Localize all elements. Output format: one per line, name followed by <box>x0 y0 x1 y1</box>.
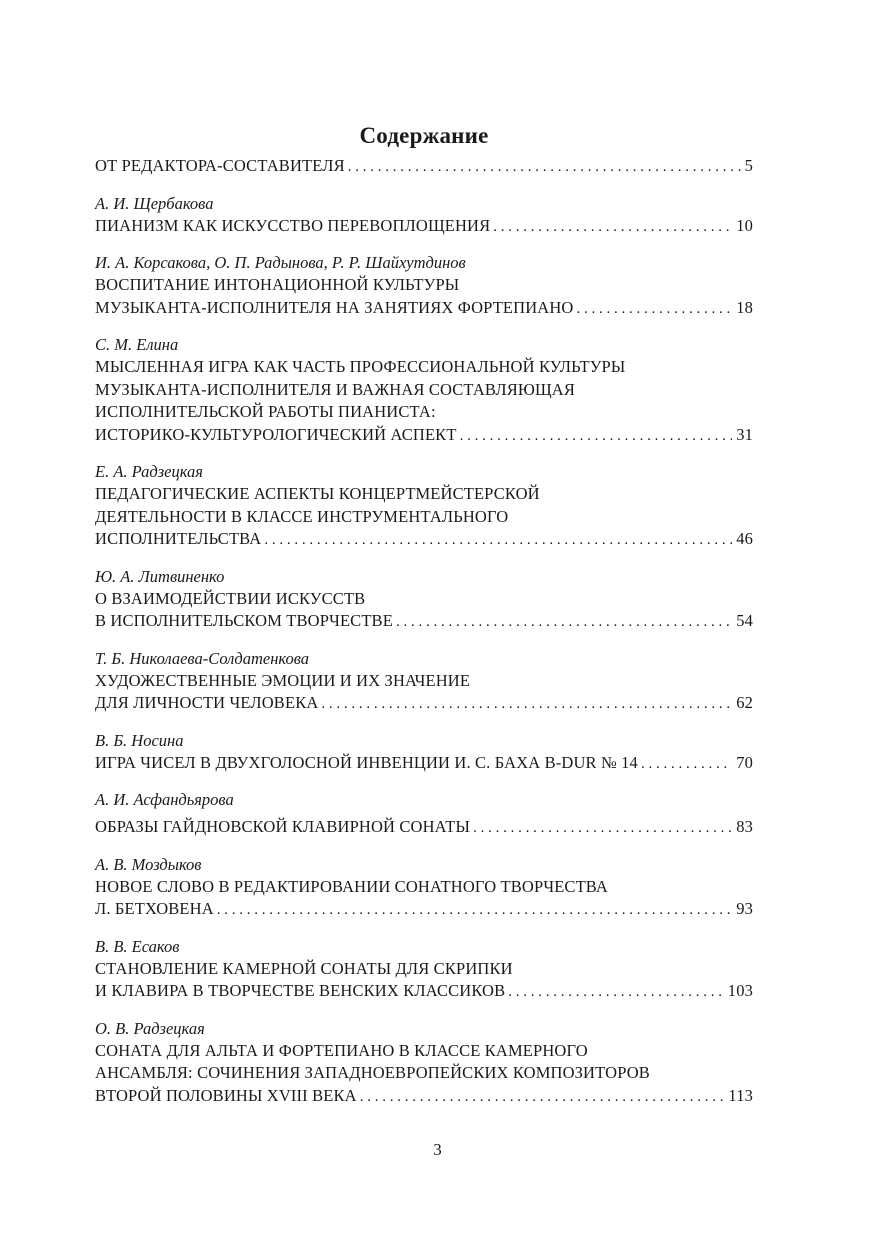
toc-entry-title: ПИАНИЗМ КАК ИСКУССТВО ПЕРЕВОПЛОЩЕНИЯ <box>95 215 491 235</box>
toc-entry-title: Л. БЕТХОВЕНА <box>95 899 214 918</box>
toc-entry-title-line: ИСПОЛНИТЕЛЬСКОЙ РАБОТЫ ПИАНИСТА: <box>95 402 436 421</box>
toc-entry-author: Ю. А. Литвиненко <box>95 566 225 586</box>
toc-entry-title-line: МУЗЫКАНТА-ИСПОЛНИТЕЛЯ И ВАЖНАЯ СОСТАВЛЯЮЩАЯ <box>95 379 576 399</box>
toc-entry-title: ОТ РЕДАКТОРА-СОСТАВИТЕЛЯ <box>95 156 345 175</box>
toc-entry[interactable] <box>95 193 753 238</box>
toc-entry-title: ДЛЯ ЛИЧНОСТИ ЧЕЛОВЕКА <box>95 693 319 712</box>
toc-entry-title-line: ВОСПИТАНИЕ ИНТОНАЦИОННОЙ КУЛЬТУРЫ <box>95 275 460 294</box>
toc-entry-title-line: ДЕЯТЕЛЬНОСТИ В КЛАССЕ ИНСТРУМЕНТАЛЬНОГО <box>95 506 509 526</box>
toc-entry-title-line: О ВЗАИМОДЕЙСТВИИ ИСКУССТВ <box>95 588 366 608</box>
toc-entry-page: 31 <box>736 424 753 444</box>
toc-entry-title: ИСПОЛНИТЕЛЬСТВА <box>95 529 262 548</box>
dot-leader <box>360 1086 725 1109</box>
dot-leader <box>217 899 732 922</box>
dot-leader <box>641 753 732 776</box>
toc-title-line[interactable] <box>95 297 753 320</box>
dot-leader <box>473 817 732 840</box>
toc-entry-page: 93 <box>736 899 753 918</box>
dot-leader <box>264 529 732 552</box>
toc-entry-page: 10 <box>736 215 753 235</box>
toc-entry-title-line: СТАНОВЛЕНИЕ КАМЕРНОЙ СОНАТЫ ДЛЯ СКРИПКИ <box>95 958 513 978</box>
toc-entry-title: ВТОРОЙ ПОЛОВИНЫ XVIII ВЕКА <box>95 1085 357 1105</box>
toc-entry[interactable] <box>95 789 753 839</box>
dot-leader <box>460 425 733 448</box>
toc-title-line[interactable] <box>95 692 753 715</box>
toc-entry-author: А. И. Асфандьярова <box>95 790 234 809</box>
toc-entry-author: Е. А. Радзецкая <box>95 462 203 481</box>
toc-entry-title: И КЛАВИРА В ТВОРЧЕСТВЕ ВЕНСКИХ КЛАССИКОВ <box>95 981 506 1000</box>
toc-title-line[interactable] <box>95 215 753 238</box>
toc-entry-page: 103 <box>727 981 753 1000</box>
toc-entry-title: ИГРА ЧИСЕЛ В ДВУХГОЛОСНОЙ ИНВЕНЦИИ И. С. БАХА B-DUR № 14 <box>95 752 638 772</box>
toc-entry-page: 5 <box>744 156 753 175</box>
toc-entry[interactable] <box>95 936 753 1003</box>
dot-leader <box>576 298 732 321</box>
toc-entry-page: 83 <box>736 817 753 836</box>
toc-entry-author: А. И. Щербакова <box>95 193 214 213</box>
toc-entry-page: 46 <box>736 529 753 548</box>
dot-leader <box>321 693 732 716</box>
toc-entry-page: 54 <box>736 611 753 630</box>
toc-entry-title: ИСТОРИКО-КУЛЬТУРОЛОГИЧЕСКИЙ АСПЕКТ <box>95 424 457 444</box>
dot-leader <box>508 981 724 1004</box>
toc-title-line[interactable] <box>95 980 753 1003</box>
toc-entry[interactable] <box>95 334 753 446</box>
toc-entry[interactable] <box>95 648 753 715</box>
toc-title-line[interactable] <box>95 155 753 178</box>
toc-entry-author: В. В. Есаков <box>95 936 180 956</box>
toc-title-line[interactable] <box>95 752 753 775</box>
toc-entry[interactable] <box>95 566 753 633</box>
toc-entry[interactable] <box>95 252 753 319</box>
toc-entry-author: В. Б. Носина <box>95 730 184 750</box>
dot-leader <box>396 611 732 634</box>
toc-entry-title: В ИСПОЛНИТЕЛЬСКОМ ТВОРЧЕСТВЕ <box>95 611 393 630</box>
toc-entry[interactable] <box>95 461 753 551</box>
toc-title-line[interactable] <box>95 1085 753 1108</box>
page-number: 3 <box>433 1140 442 1159</box>
toc-entry-author: С. М. Елина <box>95 335 179 354</box>
toc-entry[interactable] <box>95 854 753 921</box>
toc-entry-author: О. В. Радзецкая <box>95 1018 205 1038</box>
toc-entry-title-line: МЫСЛЕННАЯ ИГРА КАК ЧАСТЬ ПРОФЕССИОНАЛЬНОЙ КУЛЬТУРЫ <box>95 357 626 376</box>
toc-entry-title-line: СОНАТА ДЛЯ АЛЬТА И ФОРТЕПИАНО В КЛАССЕ КАМЕРНОГО <box>95 1040 588 1060</box>
table-of-contents <box>95 155 753 1122</box>
toc-entry-author: Т. Б. Николаева-Солдатенкова <box>95 648 310 668</box>
toc-title-line[interactable] <box>95 424 753 447</box>
toc-entry-title: МУЗЫКАНТА-ИСПОЛНИТЕЛЯ НА ЗАНЯТИЯХ ФОРТЕПИАНО <box>95 297 574 317</box>
toc-entry-title-line: НОВОЕ СЛОВО В РЕДАКТИРОВАНИИ СОНАТНОГО ТВОРЧЕСТВА <box>95 876 608 896</box>
toc-entry-title-line: АНСАМБЛЯ: СОЧИНЕНИЯ ЗАПАДНОЕВРОПЕЙСКИХ КОМПОЗИТОРОВ <box>95 1063 650 1082</box>
toc-entry-author: А. В. Моздыков <box>95 854 202 874</box>
toc-entry[interactable] <box>95 730 753 775</box>
page-title: Содержание <box>359 123 489 148</box>
toc-title-line[interactable] <box>95 898 753 921</box>
toc-title-line[interactable] <box>95 816 753 839</box>
toc-entry-author: И. А. Корсакова, О. П. Радынова, Р. Р. Шайхутдинов <box>95 253 466 272</box>
toc-entry-title-line: ПЕДАГОГИЧЕСКИЕ АСПЕКТЫ КОНЦЕРТМЕЙСТЕРСКОЙ <box>95 484 540 503</box>
toc-entry-page: 70 <box>736 752 753 772</box>
dot-leader <box>493 216 732 239</box>
toc-title-line[interactable] <box>95 610 753 633</box>
dot-leader <box>348 156 741 179</box>
toc-title-line[interactable] <box>95 528 753 551</box>
toc-entry-page: 18 <box>736 297 753 317</box>
toc-entry-title: ОБРАЗЫ ГАЙДНОВСКОЙ КЛАВИРНОЙ СОНАТЫ <box>95 817 471 836</box>
toc-entry-title-line: ХУДОЖЕСТВЕННЫЕ ЭМОЦИИ И ИХ ЗНАЧЕНИЕ <box>95 670 471 690</box>
toc-entry[interactable] <box>95 1018 753 1108</box>
toc-entry-page: 113 <box>728 1085 753 1105</box>
toc-entry[interactable] <box>95 155 753 178</box>
toc-entry-page: 62 <box>736 693 753 712</box>
